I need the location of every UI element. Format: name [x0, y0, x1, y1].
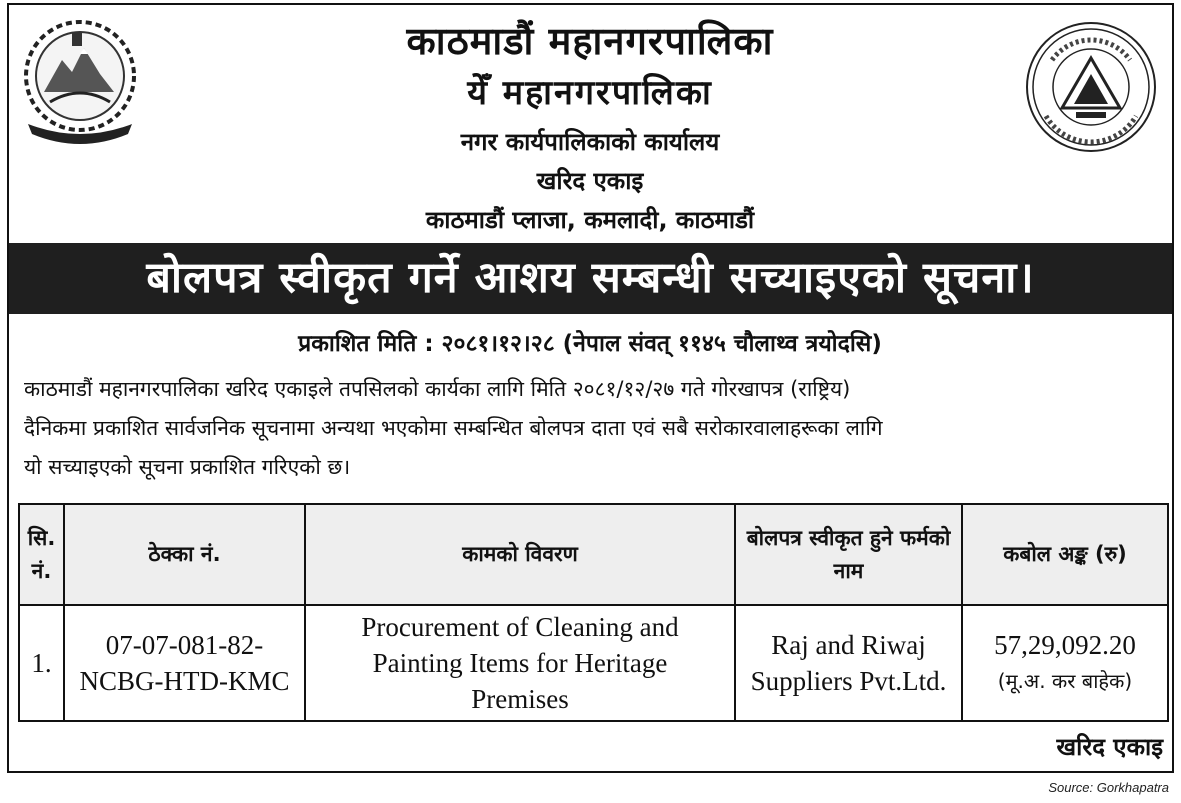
header-description: कामको विवरण	[305, 504, 735, 605]
cell-contract-no	[64, 605, 305, 721]
notice-body	[24, 370, 1164, 487]
notice-banner: बोलपत्र स्वीकृत गर्ने आशय सम्बन्धी सच्याइएको सूचना।	[9, 243, 1172, 314]
kmc-seal-icon	[1024, 20, 1158, 154]
header-sn: सि. नं.	[19, 504, 64, 605]
contract-no-line2: NCBG-HTD-KMC	[79, 666, 290, 696]
office-name: नगर कार्यपालिकाको कार्यालय	[460, 128, 720, 156]
table-header-row	[19, 504, 1168, 605]
published-date: प्रकाशित मिति : २०८१।१२।२८ (नेपाल संवत् ११४५ चौलाथ्व त्रयोदसि)	[298, 331, 882, 357]
address: काठमाडौं प्लाजा, कमलादी, काठमाडौं	[425, 206, 755, 234]
contract-table	[18, 503, 1169, 722]
cell-amount	[962, 605, 1168, 721]
amount-note: (मू.अ. कर बाहेक)	[997, 669, 1133, 693]
amount-value: 57,29,092.20	[994, 630, 1136, 660]
header-amount: कबोल अङ्क (रु)	[962, 504, 1168, 605]
source-credit: Source: Gorkhapatra	[1048, 780, 1169, 795]
cell-firm: Raj and Riwaj Suppliers Pvt.Ltd.	[735, 605, 962, 721]
table-row	[19, 605, 1168, 721]
header-firm: बोलपत्र स्वीकृत हुने फर्मको नाम	[735, 504, 962, 605]
cell-description: Procurement of Cleaning and Painting Items for Heritage Premises	[305, 605, 735, 721]
body-line: काठमाडौं महानगरपालिका खरिद एकाइले तपसिलको कार्यका लागि मिति २०८१/१२/२७ गते गोरखापत्र (राष्ट्रिय)	[24, 377, 851, 401]
body-line: दैनिकमा प्रकाशित सार्वजनिक सूचनामा अन्यथा भएकोमा सम्बन्धित बोलपत्र दाता एवं सबै सरोकारवालाहरूका लागि	[24, 416, 883, 440]
header-contract-no: ठेक्का नं.	[64, 504, 305, 605]
contract-no-line1: 07-07-081-82-	[105, 630, 264, 660]
unit-name: खरिद एकाइ	[536, 167, 644, 195]
body-line: यो सच्याइएको सूचना प्रकाशित गरिएको छ।	[24, 455, 351, 479]
signoff: खरिद एकाइ	[1056, 733, 1163, 761]
nepal-emblem-icon	[14, 14, 146, 144]
cell-sn: 1.	[19, 605, 64, 721]
newari-title: येँ महानगरपालिका	[467, 73, 713, 113]
page-title: काठमाडौं महानगरपालिका	[406, 19, 774, 63]
